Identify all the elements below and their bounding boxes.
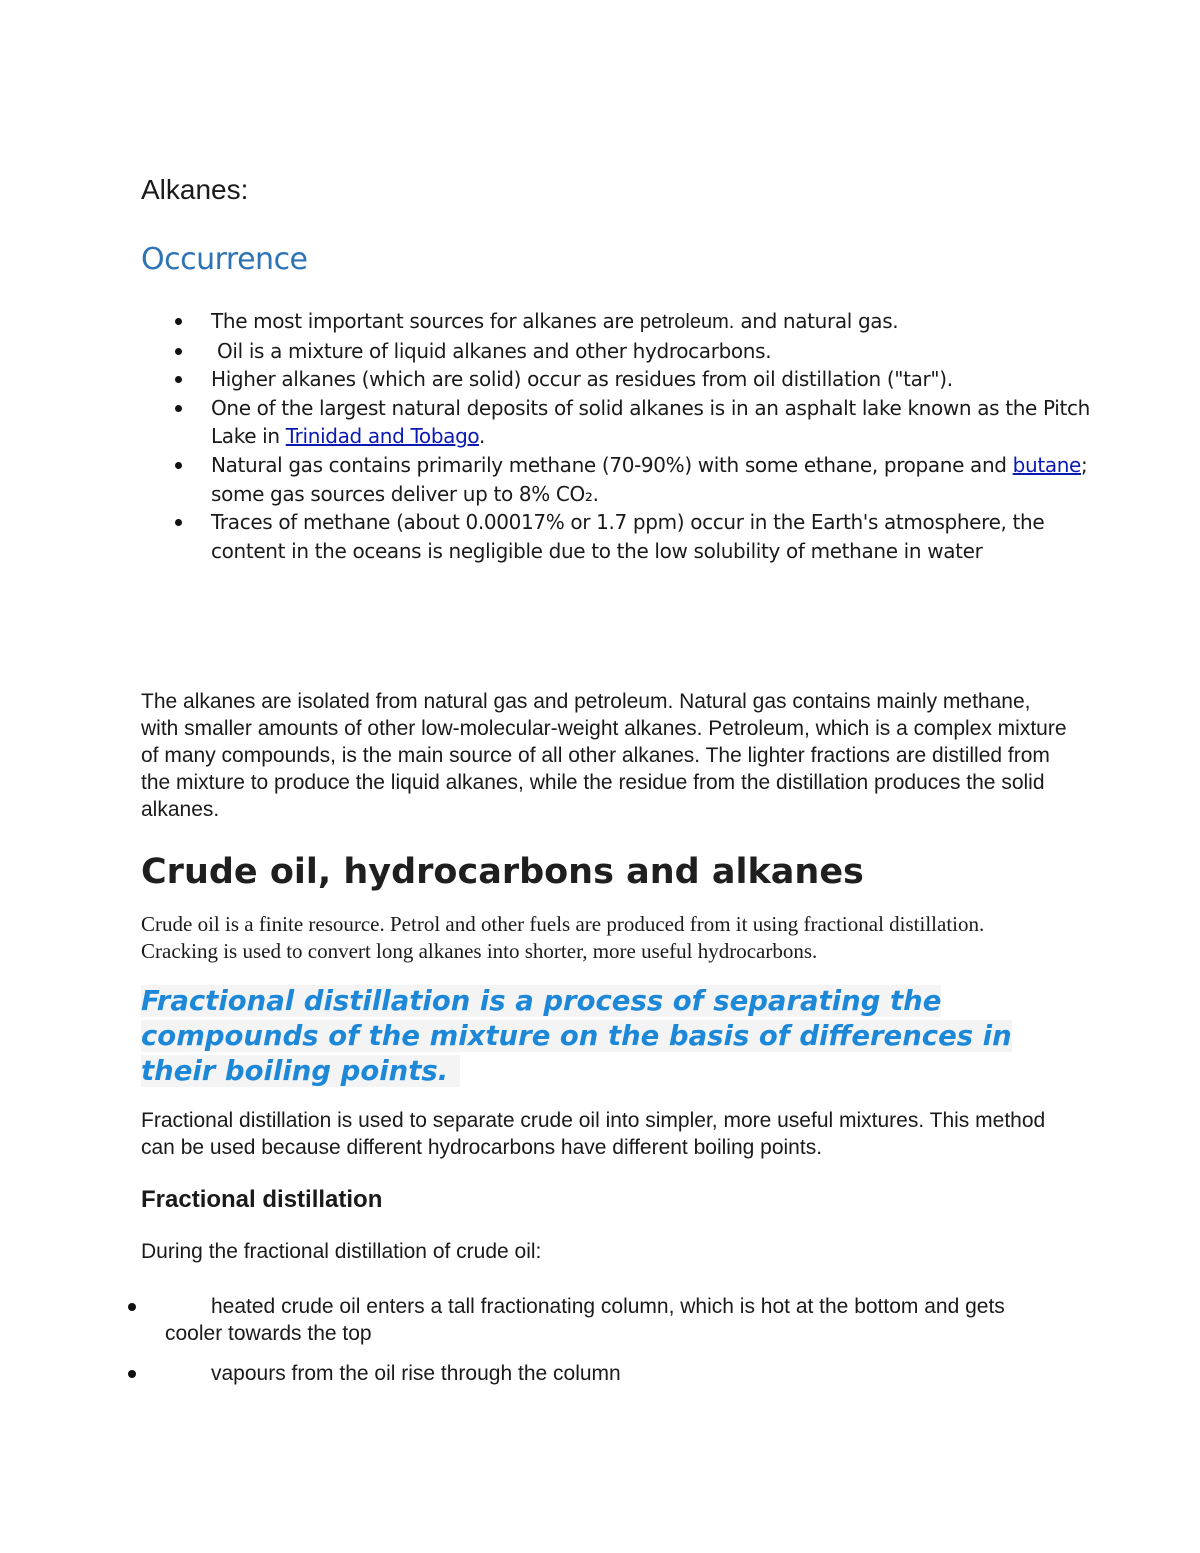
- list-item: vapours from the oil rise through the column: [0, 1360, 1065, 1387]
- bullet-icon: [175, 348, 182, 355]
- occurrence-list: [0, 307, 1100, 565]
- list-item: The most important sources for alkanes are petroleum. and natural gas.: [0, 307, 1100, 337]
- fractional-heading: Fractional distillation: [141, 1186, 383, 1213]
- list-item: heated crude oil enters a tall fractionating column, which is hot at the bottom and gets cooler towards the top: [0, 1293, 1065, 1347]
- occurrence-heading: Occurrence: [141, 242, 308, 277]
- definition-heading: [141, 984, 1081, 1089]
- fractional-intro: During the fractional distillation of crude oil:: [141, 1240, 542, 1263]
- bullet-icon: [128, 1370, 136, 1378]
- isolation-paragraph: The alkanes are isolated from natural gas and petroleum. Natural gas contains mainly methane, with smaller amounts of other low-molecular-weight alkanes. Petroleum, which is a complex mixture of many compounds, is the main source of all other alkanes. The lighter fractions are distilled from the mixture to produce the liquid alkanes, while the residue from the distillation produces the solid alkanes.: [141, 690, 1067, 821]
- list-item: Oil is a mixture of liquid alkanes and other hydrocarbons.: [0, 337, 1100, 366]
- trinidad-tobago-link[interactable]: Trinidad and Tobago: [285, 424, 479, 449]
- bullet-icon: [175, 405, 182, 412]
- list-item: Natural gas contains primarily methane (70-90%) with some ethane, propane and butane; some gas sources deliver up to 8% CO₂.: [0, 451, 1100, 508]
- bullet-icon: [175, 462, 182, 469]
- list-item: Higher alkanes (which are solid) occur as residues from oil distillation ("tar").: [0, 365, 1100, 394]
- document-title: Alkanes:: [141, 174, 249, 205]
- bullet-icon: [175, 318, 182, 325]
- list-item: Traces of methane (about 0.00017% or 1.7 ppm) occur in the Earth's atmosphere, the content in the oceans is negligible due to the low solubility of methane in water: [0, 508, 1100, 565]
- definition-text: Fractional distillation is a process of separating the compounds of the mixture on the basis of differences in their boiling points.: [141, 985, 1012, 1087]
- bullet-icon: [175, 519, 182, 526]
- butane-link[interactable]: butane: [1012, 452, 1082, 477]
- crude-oil-heading: Crude oil, hydrocarbons and alkanes: [141, 852, 864, 892]
- crude-oil-intro: Crude oil is a finite resource. Petrol and other fuels are produced from it using fractional distillation. Cracking is used to convert long alkanes into shorter, more useful hydrocarbons.: [141, 912, 985, 963]
- use-paragraph: Fractional distillation is used to separate crude oil into simpler, more useful mixtures. This method can be used because different hydrocarbons have different boiling points.: [141, 1109, 1046, 1159]
- fractional-list: [0, 1293, 1100, 1400]
- bullet-icon: [175, 376, 182, 383]
- bullet-icon: [128, 1303, 136, 1311]
- petroleum-text: petroleum.: [639, 311, 735, 333]
- list-item: One of the largest natural deposits of solid alkanes is in an asphalt lake known as the Pitch Lake in Trinidad and Tobago.: [0, 394, 1100, 451]
